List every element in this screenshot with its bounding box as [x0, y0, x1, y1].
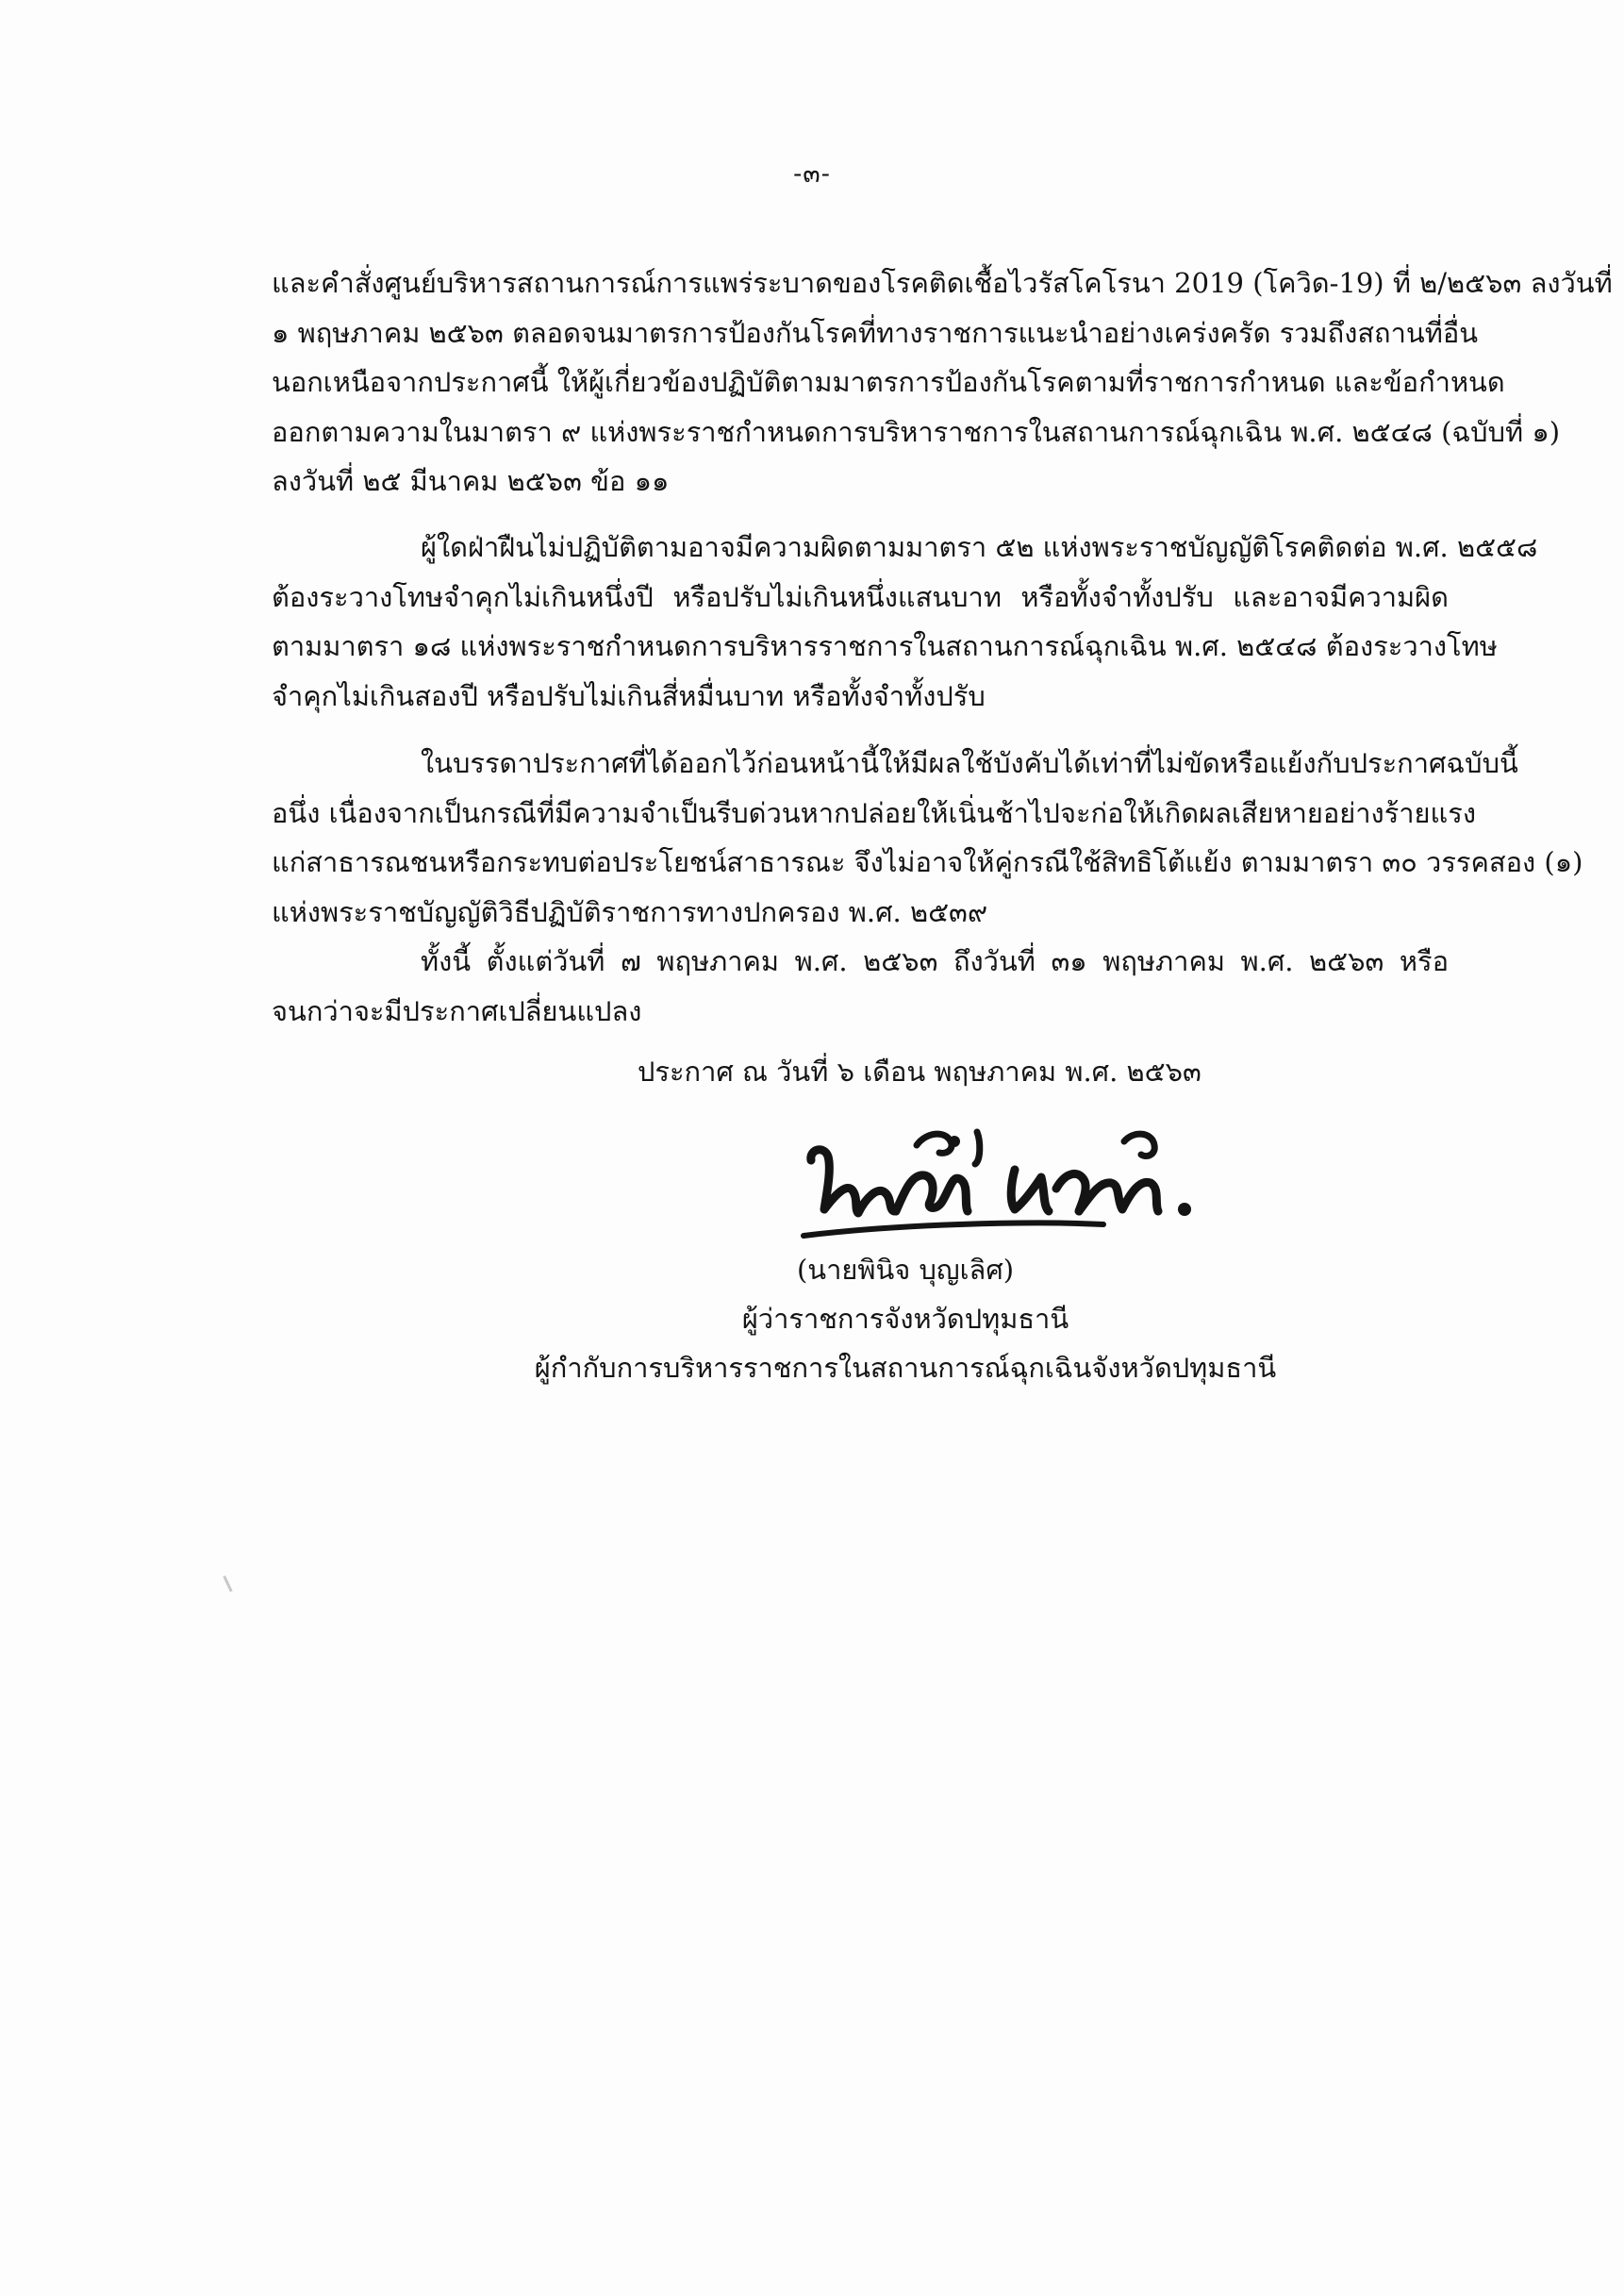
paragraph-3-line-1: ในบรรดาประกาศที่ได้ออกไว้ก่อนหน้านี้ให้มีผลใช้บังคับได้เท่าที่ไม่ขัดหรือแย้งกับประกาศฉบับนี้	[421, 747, 1518, 779]
signer-block	[528, 1245, 1283, 1392]
paragraph-2	[272, 523, 1538, 721]
paragraph-4	[272, 937, 1449, 1036]
paragraph-4-line-1: ทั้งนี้ ตั้งแต่วันที่ ๗ พฤษภาคม พ.ศ. ๒๕๖๓ ถึงวันที่ ๓๑ พฤษภาคม พ.ศ. ๒๕๖๓ หรือ	[421, 945, 1449, 977]
paragraph-2-line-4: จำคุกไม่เกินสองปี หรือปรับไม่เกินสี่หมื่นบาท หรือทั้งจำทั้งปรับ	[272, 679, 986, 712]
signer-position: ผู้ว่าราชการจังหวัดปทุมธานี	[741, 1303, 1069, 1335]
paragraph-3-line-4: แห่งพระราชบัญญัติวิธีปฏิบัติราชการทางปกครอง พ.ศ. ๒๕๓๙	[272, 895, 988, 928]
paragraph-2-line-2: ต้องระวางโทษจำคุกไม่เกินหนึ่งปี หรือปรับไม่เกินหนึ่งแสนบาท หรือทั้งจำทั้งปรับ และอาจมีความผิด	[272, 580, 1449, 613]
paragraph-1-line-1: และคำสั่งศูนย์บริหารสถานการณ์การแพร่ระบาดของโรคติดเชื้อไวรัสโคโรนา 2019 (โควิด-19) ที่ ๒/๒๕๖๓ ลงวันที่	[272, 267, 1613, 299]
paragraph-3-line-2: อนึ่ง เนื่องจากเป็นกรณีที่มีความจำเป็นรีบด่วนหากปล่อยให้เนิ่นช้าไปจะก่อให้เกิดผลเสียหายอย่างร้ายแรง	[272, 796, 1476, 829]
signer-role: ผู้กำกับการบริหารราชการในสถานการณ์ฉุกเฉินจังหวัดปทุมธานี	[534, 1352, 1277, 1384]
page-number: -๓-	[793, 159, 831, 189]
paragraph-1-line-4: ออกตามความในมาตรา ๙ แห่งพระราชกำหนดการบริหาราชการในสถานการณ์ฉุกเฉิน พ.ศ. ๒๕๔๘ (ฉบับที่ ๑)	[272, 415, 1561, 448]
paragraph-3	[272, 739, 1583, 937]
handwritten-signature-icon	[792, 1104, 1207, 1245]
paragraph-2-line-1: ผู้ใดฝ่าฝืนไม่ปฏิบัติตามอาจมีความผิดตามมาตรา ๕๒ แห่งพระราชบัญญัติโรคติดต่อ พ.ศ. ๒๕๕๘	[421, 531, 1538, 563]
signer-name: (นายพินิจ บุญเลิศ)	[796, 1254, 1015, 1286]
paragraph-3-line-3: แก่สาธารณชนหรือกระทบต่อประโยชน์สาธารณะ จึงไม่อาจให้คู่กรณีใช้สิทธิโต้แย้ง ตามมาตรา ๓๐ วรรคสอง (๑)	[272, 846, 1583, 878]
paragraph-1-line-5: ลงวันที่ ๒๕ มีนาคม ๒๕๖๓ ข้อ ๑๑	[272, 465, 670, 497]
paragraph-1	[272, 258, 1613, 507]
paragraph-1-line-3: นอกเหนือจากประกาศนี้ ให้ผู้เกี่ยวข้องปฏิบัติตามมาตรการป้องกันโรคตามที่ราชการกำหนด และข้อกำหนด	[272, 366, 1505, 398]
paragraph-1-line-2: ๑ พฤษภาคม ๒๕๖๓ ตลอดจนมาตรการป้องกันโรคที่ทางราชการแนะนำอย่างเคร่งครัด รวมถึงสถานที่อื่น	[272, 316, 1479, 349]
paragraph-4-line-2: จนกว่าจะมีประกาศเปลี่ยนแปลง	[272, 994, 642, 1027]
paper-speck	[223, 1575, 232, 1592]
paragraph-2-line-3: ตามมาตรา ๑๘ แห่งพระราชกำหนดการบริหารราชการในสถานการณ์ฉุกเฉิน พ.ศ. ๒๕๔๘ ต้องระวางโทษ	[272, 630, 1498, 662]
announcement-date: ประกาศ ณ วันที่ ๖ เดือน พฤษภาคม พ.ศ. ๒๕๖๓	[638, 1056, 1201, 1088]
